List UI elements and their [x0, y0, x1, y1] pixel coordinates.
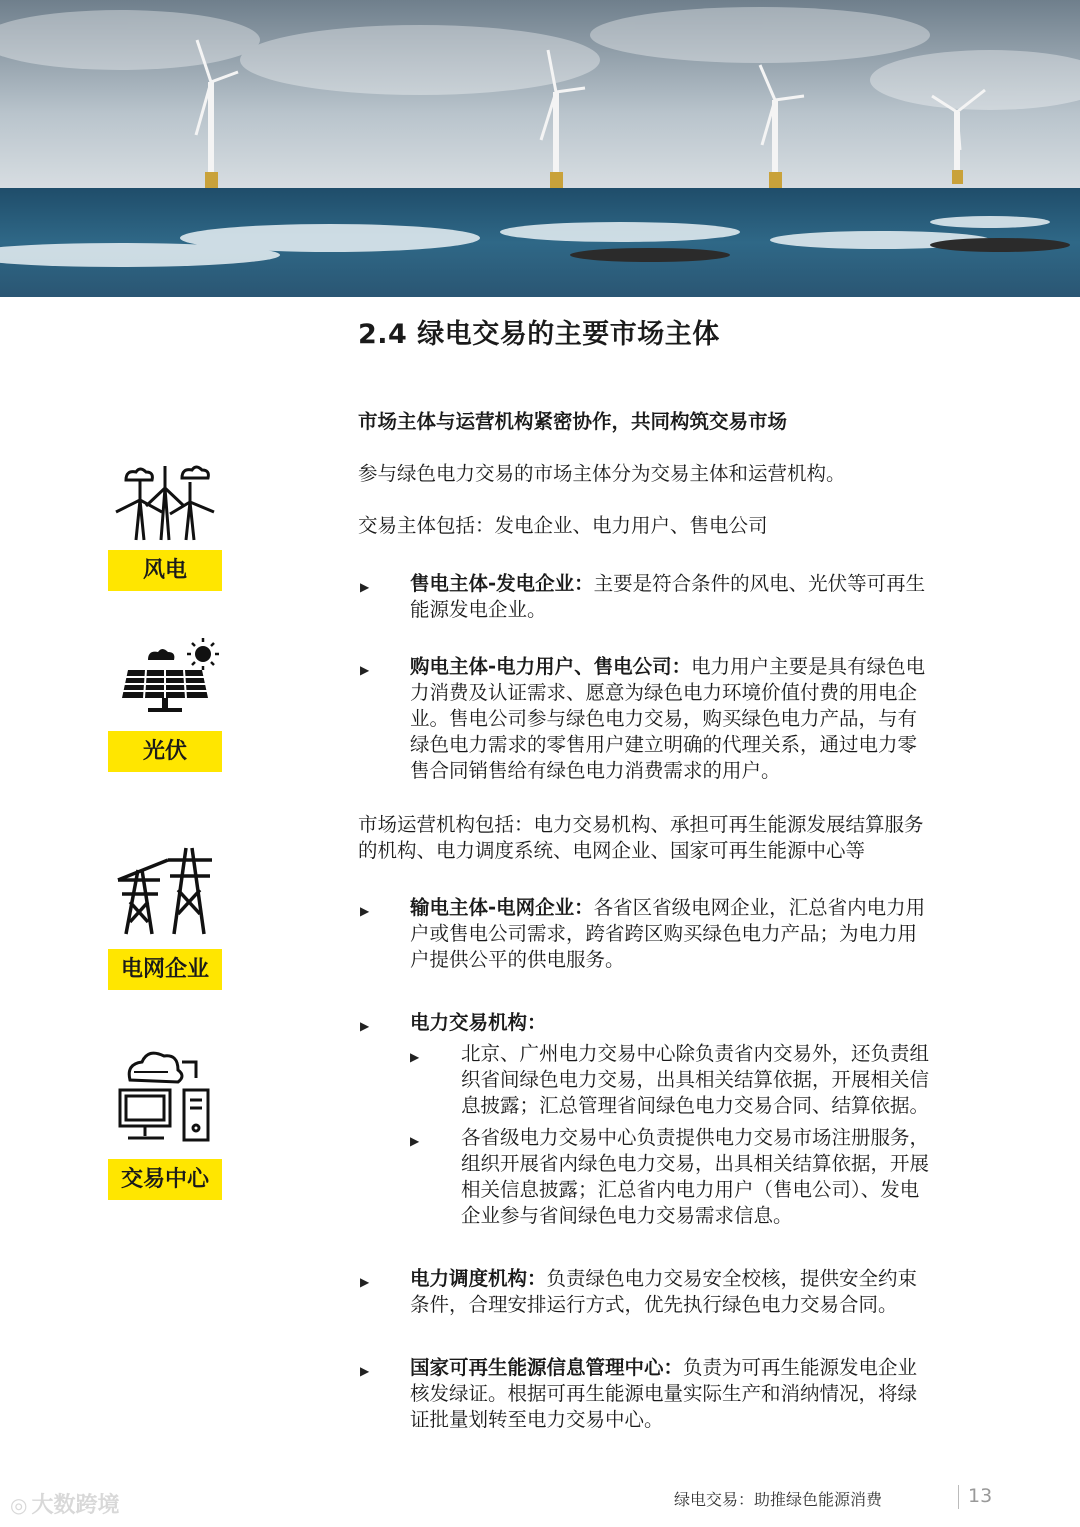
bullet-arrow-icon: ▶ — [360, 1275, 370, 1289]
intro-heading: 市场主体与运营机构紧密协作，共同构筑交易市场 — [358, 410, 788, 433]
footer-divider — [958, 1485, 959, 1509]
footer-title: 绿电交易：助推绿色能源消费 — [674, 1490, 883, 1509]
intro-paragraph: 参与绿色电力交易的市场主体分为交易主体和运营机构。 — [358, 462, 846, 485]
page-number: 13 — [968, 1485, 993, 1507]
body-content: 市场主体与运营机构紧密协作，共同构筑交易市场 参与绿色电力交易的市场主体分为交易主体和运营机构。 交易主体包括：发电企业、电力用户、售电公司 ▶ 售电主体-发电企业：主要是符合条件的风电、光伏等可再生 能源发电企业。 ▶ 购电主体-电力用户、售电公司：电力用户主要是具有绿色电 力消费及认证需求、愿意为绿色电力环境价值付费的用电企 业。售电公司参与绿色电力交易，购买绿色电力产品，与有 绿色电力需求的零售用户建立明确的代理关系，通过电力零 售合同销售给有绿色电力消费需求的用户。 市场运营机构包括：电力交易机构、承担可再生能源发展结算服务 的机构、电力调度系统、电网企业、国家可再生能源中心等 ▶ 输电主体-电网企业：各省区省级电网企业，汇总省内电力用 户或售电公司需求，跨省跨区购买绿色电力产品；为电力用 户提供公平的供电服务。 ▶ 电力交易机构： ▶ 北京、广州电力交易中心除负责省内交易外，还负责组 织省间绿色电力交易，出具相关结算依据，开展相关信 息披露；汇总管理省间绿色电力交易合同、结算依据。 ▶ 各省级电力交易中心负责提供电力交易市场注册服务， 组织开展省内绿色电力交易，出具相关结算依据，开展 相关信息披露；汇总省内电力用户（售电公司）、发电 企业参与省间绿色电力交易需求信息。 ▶ 电力调度机构：负责绿色电力交易安全校核，提供安全约束 条件，合理安排运行方式，优先执行绿色电力交易合同。 ▶ 国家可再生能源信息管理中心：负责为可再生能源发电企业 核发绿证。根据可再生能源电量实际生产和消纳情况，将绿 证批量划转至电力交易中心。 — [358, 410, 930, 1431]
bullet-arrow-icon: ▶ — [360, 663, 370, 677]
wind-turbine-icon — [108, 462, 222, 542]
trading-center-computer-icon — [108, 1048, 222, 1148]
bullet-arrow-icon: ▶ — [360, 904, 370, 918]
bullet-arrow-icon: ▶ — [360, 580, 370, 594]
bullet-arrow-icon: ▶ — [410, 1050, 420, 1064]
operators-paragraph: 市场运营机构包括：电力交易机构、承担可再生能源发展结算服务 的机构、电力调度系统、电网企业、国家可再生能源中心等 — [358, 813, 924, 862]
trade-subjects: 交易主体包括：发电企业、电力用户、售电公司 — [358, 514, 768, 537]
label-wind: 风电 — [108, 550, 222, 591]
label-trade: 交易中心 — [108, 1159, 222, 1200]
label-grid: 电网企业 — [108, 949, 222, 990]
watermark-logo-icon: ◎ — [10, 1493, 28, 1517]
bullet-arrow-icon: ▶ — [360, 1364, 370, 1378]
bullet-arrow-icon: ▶ — [360, 1019, 370, 1033]
label-solar: 光伏 — [108, 731, 222, 772]
section-title: 2.4 绿电交易的主要市场主体 — [358, 319, 720, 350]
bullet-arrow-icon: ▶ — [410, 1134, 420, 1148]
transmission-tower-icon — [108, 842, 222, 937]
watermark: ◎ 大数跨境 — [10, 1493, 120, 1518]
solar-panel-icon — [108, 636, 222, 716]
